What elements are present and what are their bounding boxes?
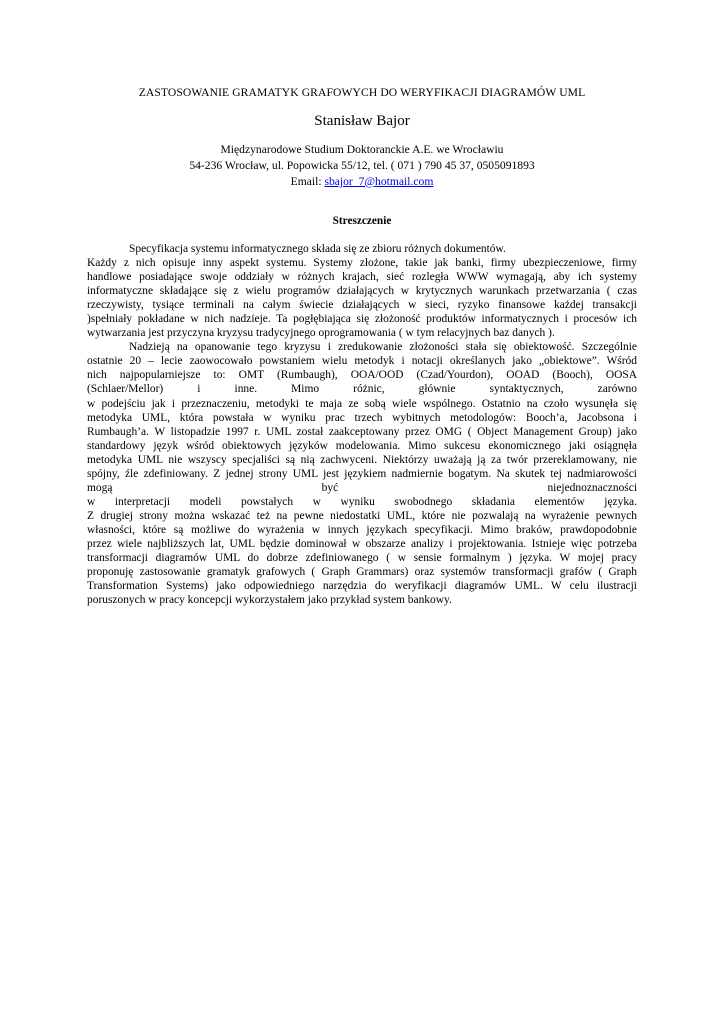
affiliation-block (0, 142, 724, 189)
paragraph-line: rzeczywisty, tysiące terminali na całym świecie działających w sieci, ryzyko finansowe każdej transakcji (87, 299, 637, 312)
paragraph-line: przez wiele najbliższych lat, UML będzie dominował w obszarze analizy i projektowania. Istnieje więc potrzeba (87, 537, 637, 550)
paragraph-line: własności, które są możliwe do wyrażenia w innych językach specyfikacji. Mimo braków, prawdopodobnie (87, 523, 637, 536)
paragraph-line: handlowe posiadające swoje oddziały w różnych krajach, sieć rozległa WWW wymagają, aby ich systemy (87, 271, 637, 284)
paragraph-line: (Schlaer/Mellor) i inne. Mimo różnic, głównie syntaktycznych, zarówno (87, 383, 637, 396)
paragraph-line: Transformation Systems) jako odpowiedniego narzędzia do weryfikacji diagramów UML. W celu ilustracji (87, 580, 637, 593)
paragraph-line: Z drugiej strony można wskazać też na pewne niedostatki UML, które nie pozwalają na wyrażenie pewnych (87, 509, 637, 522)
email-link[interactable]: sbajor_7@hotmail.com (324, 174, 434, 188)
paragraph-line: metodyka UML, która powstała w wyniku prac trzech wybitnych metodologów: Booch’a, Jacobsona i (87, 411, 637, 424)
paper-title: ZASTOSOWANIE GRAMATYK GRAFOWYCH DO WERYFIKACJI DIAGRAMÓW UML (138, 86, 586, 99)
paragraph-line: ostatnie 20 – lecie zaowocowało powstaniem wielu metodyk i notacji określanych jako „obiektowe”. Wśród (87, 355, 637, 368)
paragraph-line: wytwarzania jest przyczyna kryzysu tradycyjnego oprogramowania ( w tym relacyjnych baz danych ). (87, 327, 555, 340)
email-line (0, 174, 724, 190)
paragraph-line: w podejściu jak i przeznaczeniu, metodyki te maja ze sobą wiele wspólnego. Ostatnio na czoło wysunęła się (87, 397, 637, 410)
affiliation-institution: Międzynarodowe Studium Doktoranckie A.E. we Wrocławiu (220, 143, 504, 156)
affiliation-address: 54-236 Wrocław, ul. Popowicka 55/12, tel. ( 071 ) 790 45 37, 0505091893 (189, 158, 535, 172)
paragraph-line: Nadzieją na opanowanie tego kryzysu i zredukowanie złożoności stała się obiektowość. Szczególnie (129, 341, 637, 354)
paragraph-line: mogą być niejednoznaczności (87, 481, 637, 494)
paragraph-line: proponuję zastosowanie gramatyk grafowych ( Graph Grammars) oraz systemów transformacji grafów ( Graph (87, 566, 637, 579)
abstract-body (87, 242, 637, 607)
paragraph-line: )spełniały pokładane w nich nadzieje. Ta pogłębiająca się złożoność produktów informatycznych i procesów ich (87, 313, 637, 326)
paragraph-line: poruszonych w pracy koncepcji wykorzystałem jako przykład system bankowy. (87, 594, 452, 607)
paragraph-line: standardowy język wśród obiektowych języków modelowania. Mimo sukcesu ekonomicznego jaki osiągnęła (87, 439, 637, 452)
paragraph-line: Każdy z nich opisuje inny aspekt systemu. Systemy złożone, takie jak banki, firmy ubezpieczeniowe, firmy (87, 257, 637, 270)
paragraph-line: Specyfikacja systemu informatycznego składa się ze zbioru różnych dokumentów. (129, 243, 506, 255)
author-name: Stanisław Bajor (314, 113, 410, 129)
paragraph-line: informatyczne składające się z wielu programów działających w krytycznych warunkach przetwarzania ( czas (87, 285, 637, 298)
paragraph-line: nich najpopularniejsze to: OMT (Rumbaugh), OOA/OOD (Czad/Yourdon), OOAD (Booch), OOSA (87, 369, 637, 382)
paragraph-line: metodyka UML nie wszyscy specjaliści są nią zachwyceni. Niektórzy uważają ją za twór przereklamowany, nie (87, 453, 637, 466)
paragraph-line: Rumbaugh’a. W listopadzie 1997 r. UML został zaakceptowany przez OMG ( Object Management Group) jako (87, 425, 637, 438)
paragraph-line: spójny, źle zdefiniowany. Z jednej strony UML jest językiem nadmiernie bogatym. Na skutek tej nadmiarowości (87, 467, 637, 480)
paragraph-line: w interpretacji modeli powstałych w wyniku swobodnego składania elementów języka. (87, 495, 637, 508)
paragraph-line: transformacji diagramów UML do dobrze zdefiniowanego ( w sensie formalnym ) języka. W mojej pracy (87, 552, 637, 565)
abstract-heading: Streszczenie (332, 215, 392, 227)
email-label: Email: (290, 174, 325, 188)
